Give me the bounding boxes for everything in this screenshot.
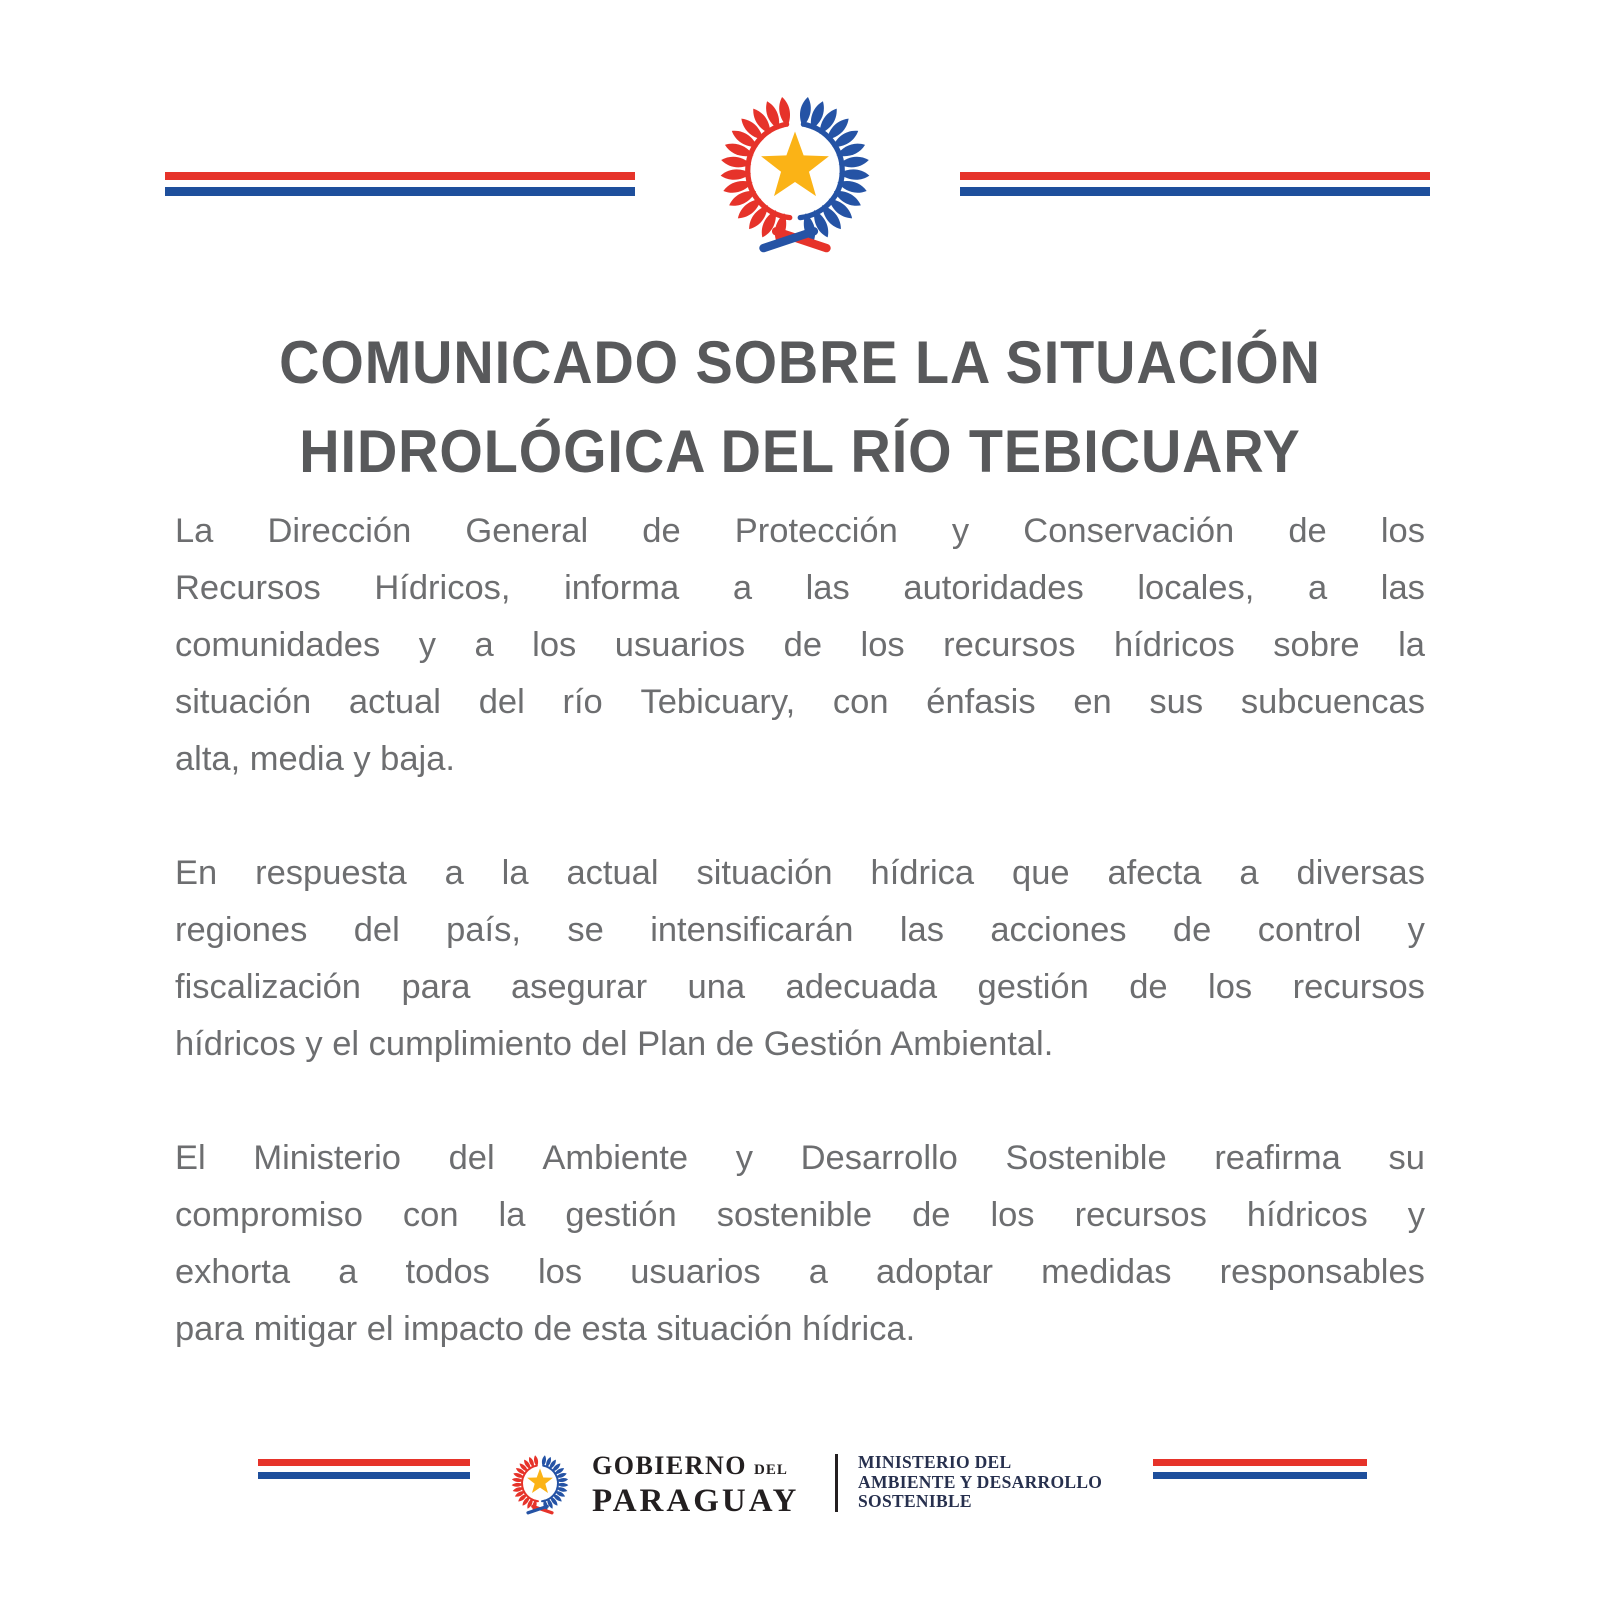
footer-vertical-divider xyxy=(835,1454,838,1512)
page-title xyxy=(0,318,1600,496)
red-stripe xyxy=(1153,1459,1367,1466)
page-title-line-2: HIDROLÓGICA DEL RÍO TEBICUARY xyxy=(299,418,1301,485)
text-line: En respuesta a la actual situación hídrica que afecta a diversas xyxy=(175,854,1425,892)
paraguay-wreath-star-emblem-small-icon xyxy=(500,1448,580,1520)
paraguay-word: PARAGUAY xyxy=(592,1483,800,1519)
del-word: DEL xyxy=(754,1462,788,1478)
text-line: regiones del país, se intensificarán las acciones de control y xyxy=(175,911,1425,949)
blue-stripe xyxy=(1153,1472,1367,1479)
paragraph-2 xyxy=(175,845,1425,1073)
footer-tricolor-bar-left xyxy=(258,1459,470,1479)
paragraph-1 xyxy=(175,503,1425,788)
text-line: comunidades y a los usuarios de los recursos hídricos sobre la xyxy=(175,626,1425,664)
header-tricolor-bar-left xyxy=(165,172,635,196)
page-title-line-1: COMUNICADO SOBRE LA SITUACIÓN xyxy=(279,329,1321,396)
paragraph-3 xyxy=(175,1130,1425,1358)
text-line: hídricos y el cumplimiento del Plan de Gestión Ambiental. xyxy=(175,1025,1054,1063)
text-line: situación actual del río Tebicuary, con énfasis en sus subcuencas xyxy=(175,683,1425,721)
blue-stripe xyxy=(258,1472,470,1479)
paraguay-wreath-star-emblem-icon xyxy=(690,78,900,267)
ministry-line-1: MINISTERIO DEL xyxy=(858,1452,1012,1472)
footer-tricolor-bar-right xyxy=(1153,1459,1367,1479)
text-line: exhorta a todos los usuarios a adoptar medidas responsables xyxy=(175,1253,1425,1291)
text-line: compromiso con la gestión sostenible de los recursos hídricos y xyxy=(175,1196,1425,1234)
gobierno-del-paraguay-logotype xyxy=(592,1451,799,1518)
text-line: Recursos Hídricos, informa a las autoridades locales, a las xyxy=(175,569,1425,607)
communique-body xyxy=(175,503,1425,1415)
text-line: fiscalización para asegurar una adecuada gestión de los recursos xyxy=(175,968,1425,1006)
text-line: alta, media y baja. xyxy=(175,740,455,778)
gobierno-word: GOBIERNO xyxy=(592,1451,748,1480)
text-line: El Ministerio del Ambiente y Desarrollo Sostenible reafirma su xyxy=(175,1139,1425,1177)
ministry-line-3: SOSTENIBLE xyxy=(858,1491,972,1511)
blue-stripe xyxy=(960,187,1430,196)
ministry-name-block xyxy=(858,1453,1102,1512)
red-stripe xyxy=(960,172,1430,180)
header-tricolor-bar-right xyxy=(960,172,1430,196)
white-stripe xyxy=(960,180,1430,187)
gobierno-del-line xyxy=(592,1451,799,1485)
text-line: La Dirección General de Protección y Conservación de los xyxy=(175,512,1425,550)
white-stripe xyxy=(165,180,635,187)
ministry-line-2: AMBIENTE Y DESARROLLO xyxy=(858,1471,1103,1492)
red-stripe xyxy=(165,172,635,180)
blue-stripe xyxy=(165,187,635,196)
red-stripe xyxy=(258,1459,470,1466)
text-line: para mitigar el impacto de esta situación hídrica. xyxy=(175,1310,916,1348)
